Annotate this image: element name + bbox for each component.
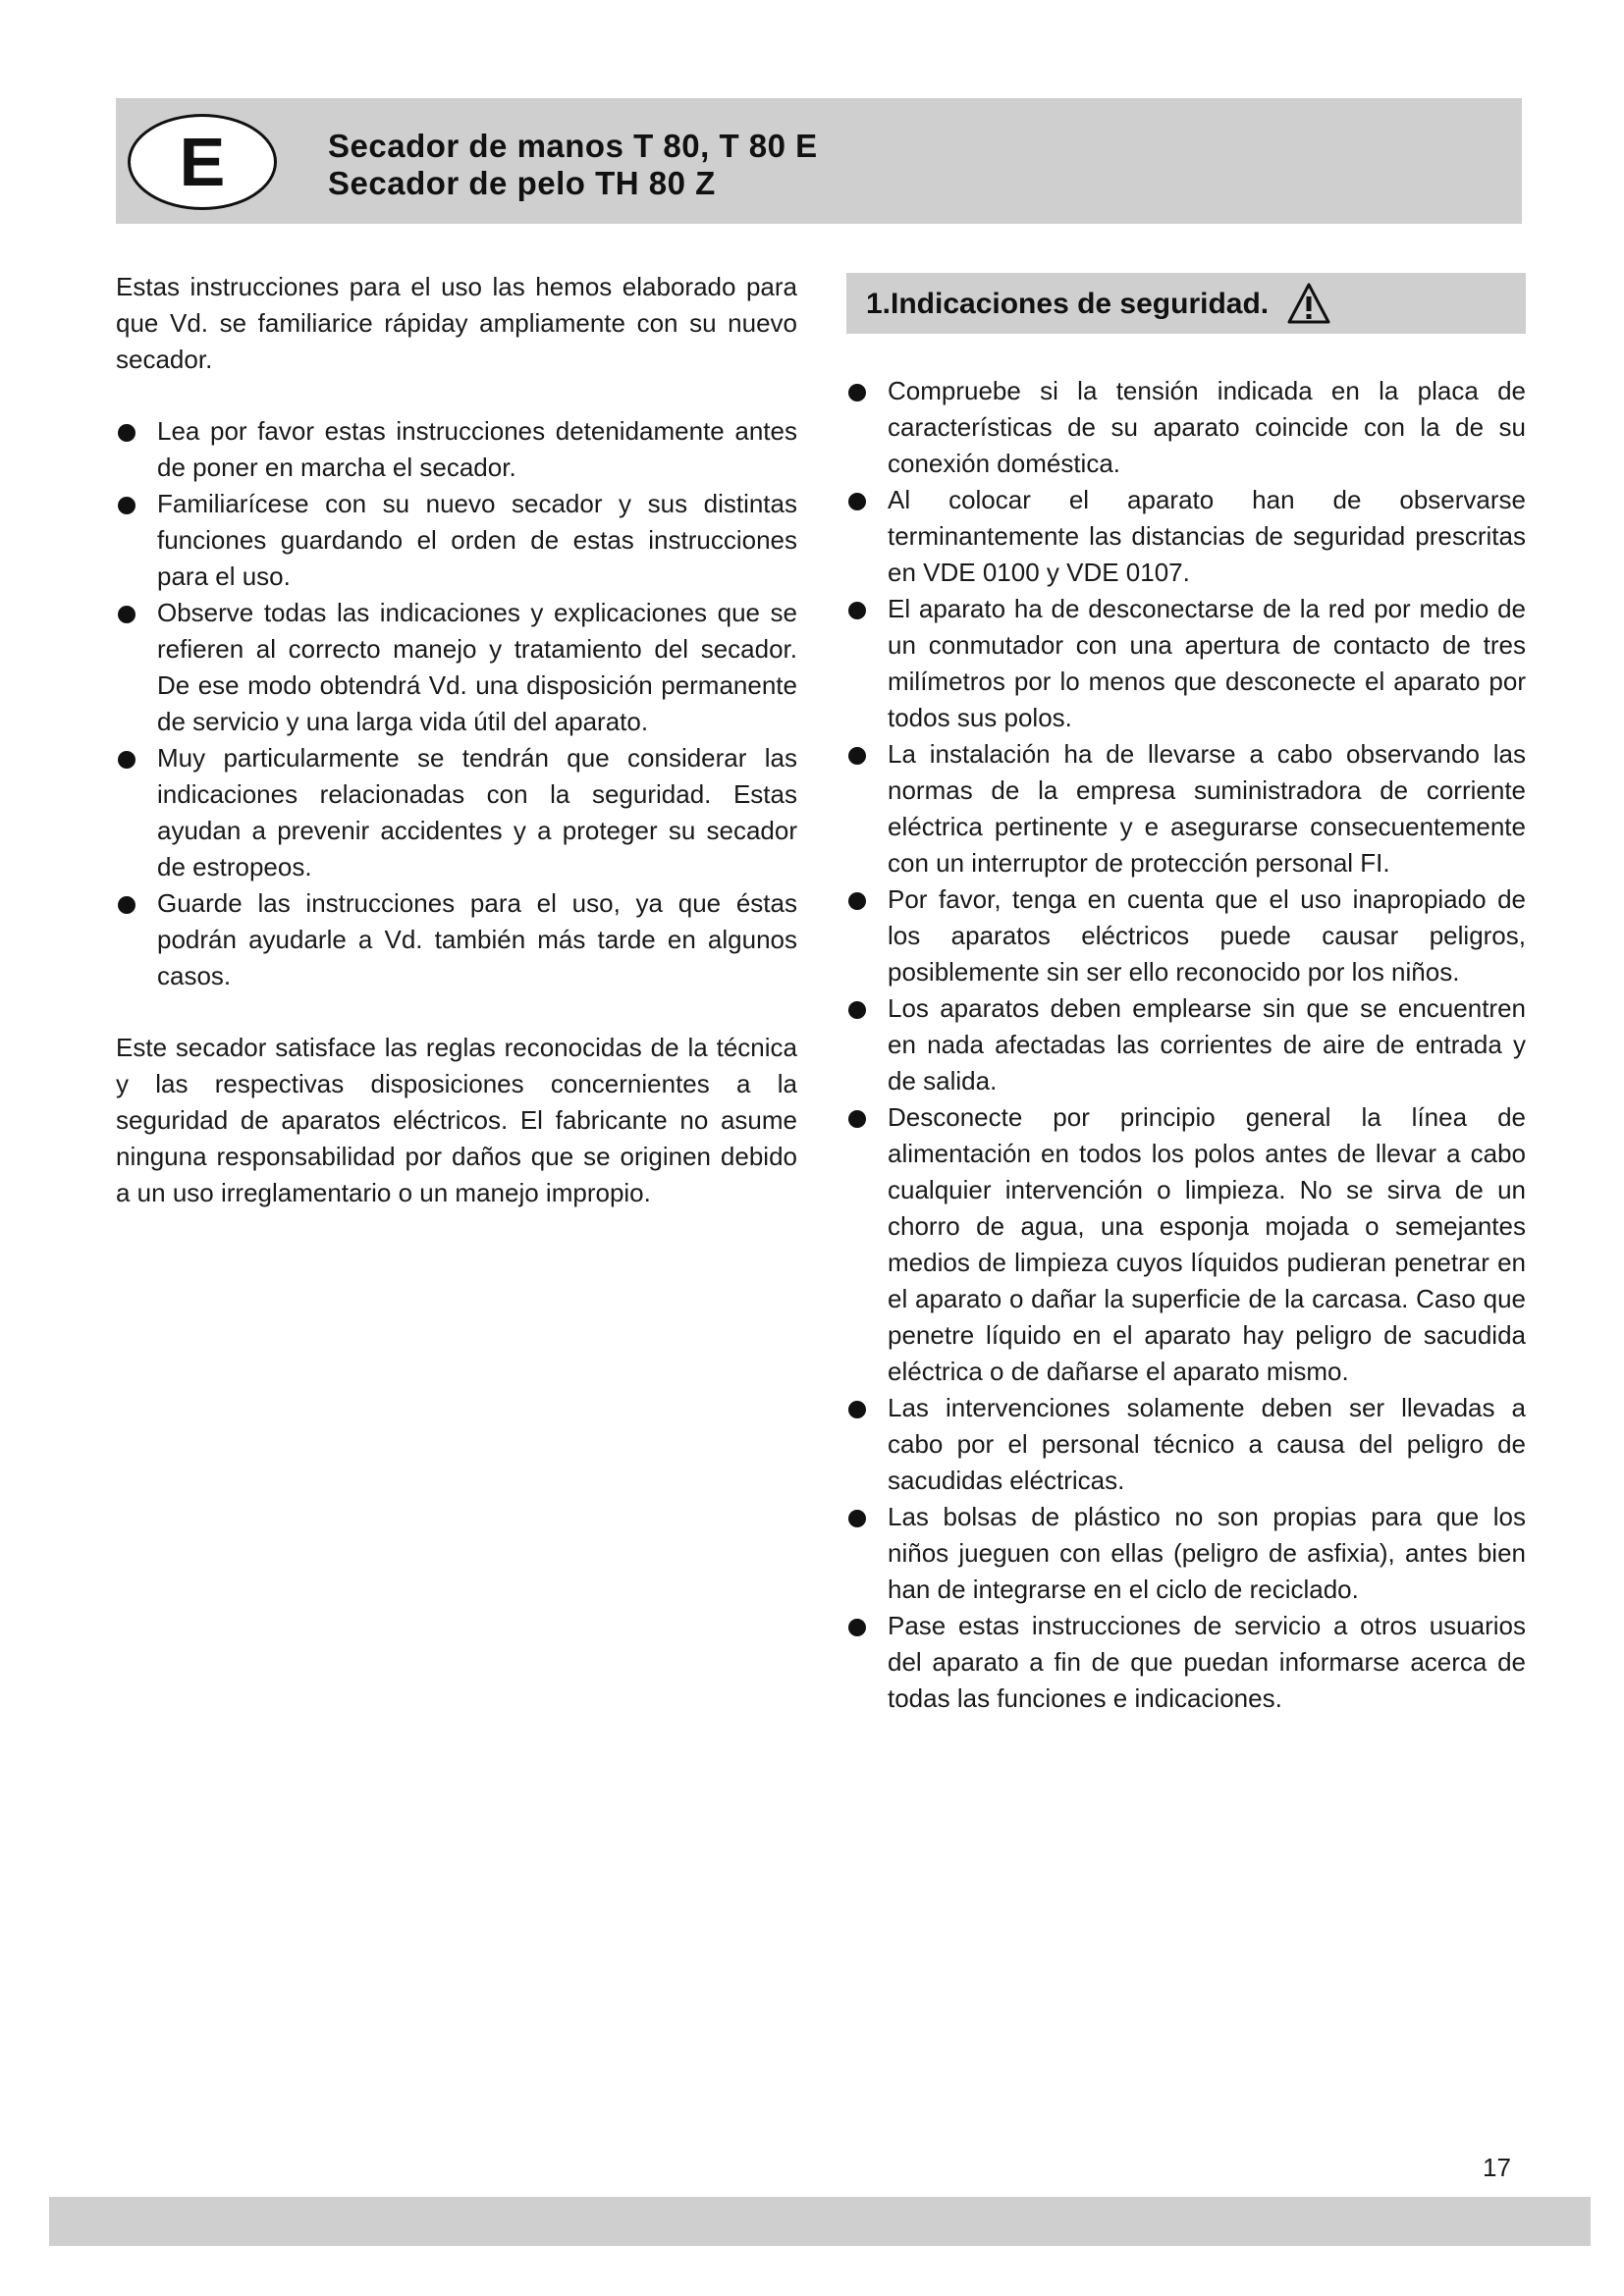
section-title: 1.Indicaciones de seguridad. (866, 287, 1270, 320)
left-column (116, 269, 797, 1211)
footer-bar (49, 2197, 1591, 2246)
bullet-icon (848, 384, 866, 401)
page-number: 17 (1483, 2153, 1511, 2182)
bullet-icon (848, 1110, 866, 1128)
title-line-1: Secador de manos T 80, T 80 E (328, 128, 818, 164)
header-bar (116, 98, 1522, 224)
list-item: La instalación ha de llevarse a cabo observando las normas de la empresa suministradora de corriente eléctrica pertinente y e asegurarse consecuentemente con un interruptor de protección personal FI. (846, 736, 1526, 881)
bullet-icon (118, 896, 135, 914)
usage-bullet-list (116, 413, 797, 994)
bullet-icon (848, 1001, 866, 1019)
bullet-icon (118, 497, 135, 514)
list-item: Las bolsas de plástico no son propias para que los niños jueguen con ellas (peligro de asfixia), antes bien han de integrarse en el ciclo de reciclado. (846, 1499, 1526, 1608)
warning-triangle-icon (1286, 282, 1331, 325)
list-item: Pase estas instrucciones de servicio a otros usuarios del aparato a fin de que puedan informarse acerca de todas las funciones e indicaciones. (846, 1608, 1526, 1717)
bullet-icon (118, 751, 135, 769)
bullet-icon (848, 1510, 866, 1527)
bullet-icon (848, 1619, 866, 1636)
bullet-icon (118, 606, 135, 623)
language-badge: E (128, 114, 277, 210)
bullet-icon (848, 747, 866, 765)
list-item: Por favor, tenga en cuenta que el uso inapropiado de los aparatos eléctricos puede causar peligros, posiblemente sin ser ello reconocido por los niños. (846, 881, 1526, 990)
bullet-icon (848, 602, 866, 619)
bullet-icon (848, 1401, 866, 1418)
closing-paragraph: Este secador satisface las reglas reconocidas de la técnica y las respectivas disposiciones concernientes a la seguridad de aparatos eléctricos. El fabricante no asume ninguna responsabilidad por daños que se originen debido a un uso irreglamentario o un manejo impropio. (116, 1033, 797, 1207)
bullet-icon (118, 424, 135, 442)
list-item: Desconecte por principio general la línea de alimentación en todos los polos antes de llevar a cabo cualquier intervención o limpieza. No se sirva de un chorro de agua, una esponja mojada o semejantes medios de limpieza cuyos líquidos pudieran penetrar en el aparato o dañar la superficie de la carcasa. Caso que penetre líquido en el aparato hay peligro de sacudida eléctrica o de dañarse el aparato mismo. (846, 1099, 1526, 1390)
list-item: Familiarícese con su nuevo secador y sus distintas funciones guardando el orden de estas instrucciones para el uso. (116, 486, 797, 595)
list-item: Al colocar el aparato han de observarse terminantemente las distancias de seguridad prescritas en VDE 0100 y VDE 0107. (846, 482, 1526, 591)
bullet-icon (848, 892, 866, 910)
intro-paragraph: Estas instrucciones para el uso las hemos elaborado para que Vd. se familiarice rápiday ampliamente con su nuevo secador. (116, 272, 797, 374)
bullet-icon (848, 493, 866, 510)
list-item: Lea por favor estas instrucciones detenidamente antes de poner en marcha el secador. (116, 413, 797, 486)
list-item: Muy particularmente se tendrán que considerar las indicaciones relacionadas con la seguridad. Estas ayudan a prevenir accidentes y a proteger su secador de estropeos. (116, 740, 797, 885)
list-item: Las intervenciones solamente deben ser llevadas a cabo por el personal técnico a causa del peligro de sacudidas eléctricas. (846, 1390, 1526, 1499)
title-line-2: Secador de pelo TH 80 Z (328, 165, 716, 201)
right-column (846, 273, 1526, 1717)
list-item: Compruebe si la tensión indicada en la placa de características de su aparato coincide con la de su conexión doméstica. (846, 373, 1526, 482)
list-item: Observe todas las indicaciones y explicaciones que se refieren al correcto manejo y tratamiento del secador. De ese modo obtendrá Vd. una disposición permanente de servicio y una larga vida útil del aparato. (116, 595, 797, 740)
list-item: El aparato ha de desconectarse de la red por medio de un conmutador con una apertura de contacto de tres milímetros por lo menos que desconecte el aparato por todos sus polos. (846, 591, 1526, 736)
list-item: Guarde las instrucciones para el uso, ya que éstas podrán ayudarle a Vd. también más tarde en algunos casos. (116, 885, 797, 994)
safety-section-heading (846, 273, 1526, 334)
list-item: Los aparatos deben emplearse sin que se encuentren en nada afectadas las corrientes de aire de entrada y de salida. (846, 990, 1526, 1099)
document-title (328, 128, 818, 202)
safety-bullet-list (846, 373, 1526, 1717)
